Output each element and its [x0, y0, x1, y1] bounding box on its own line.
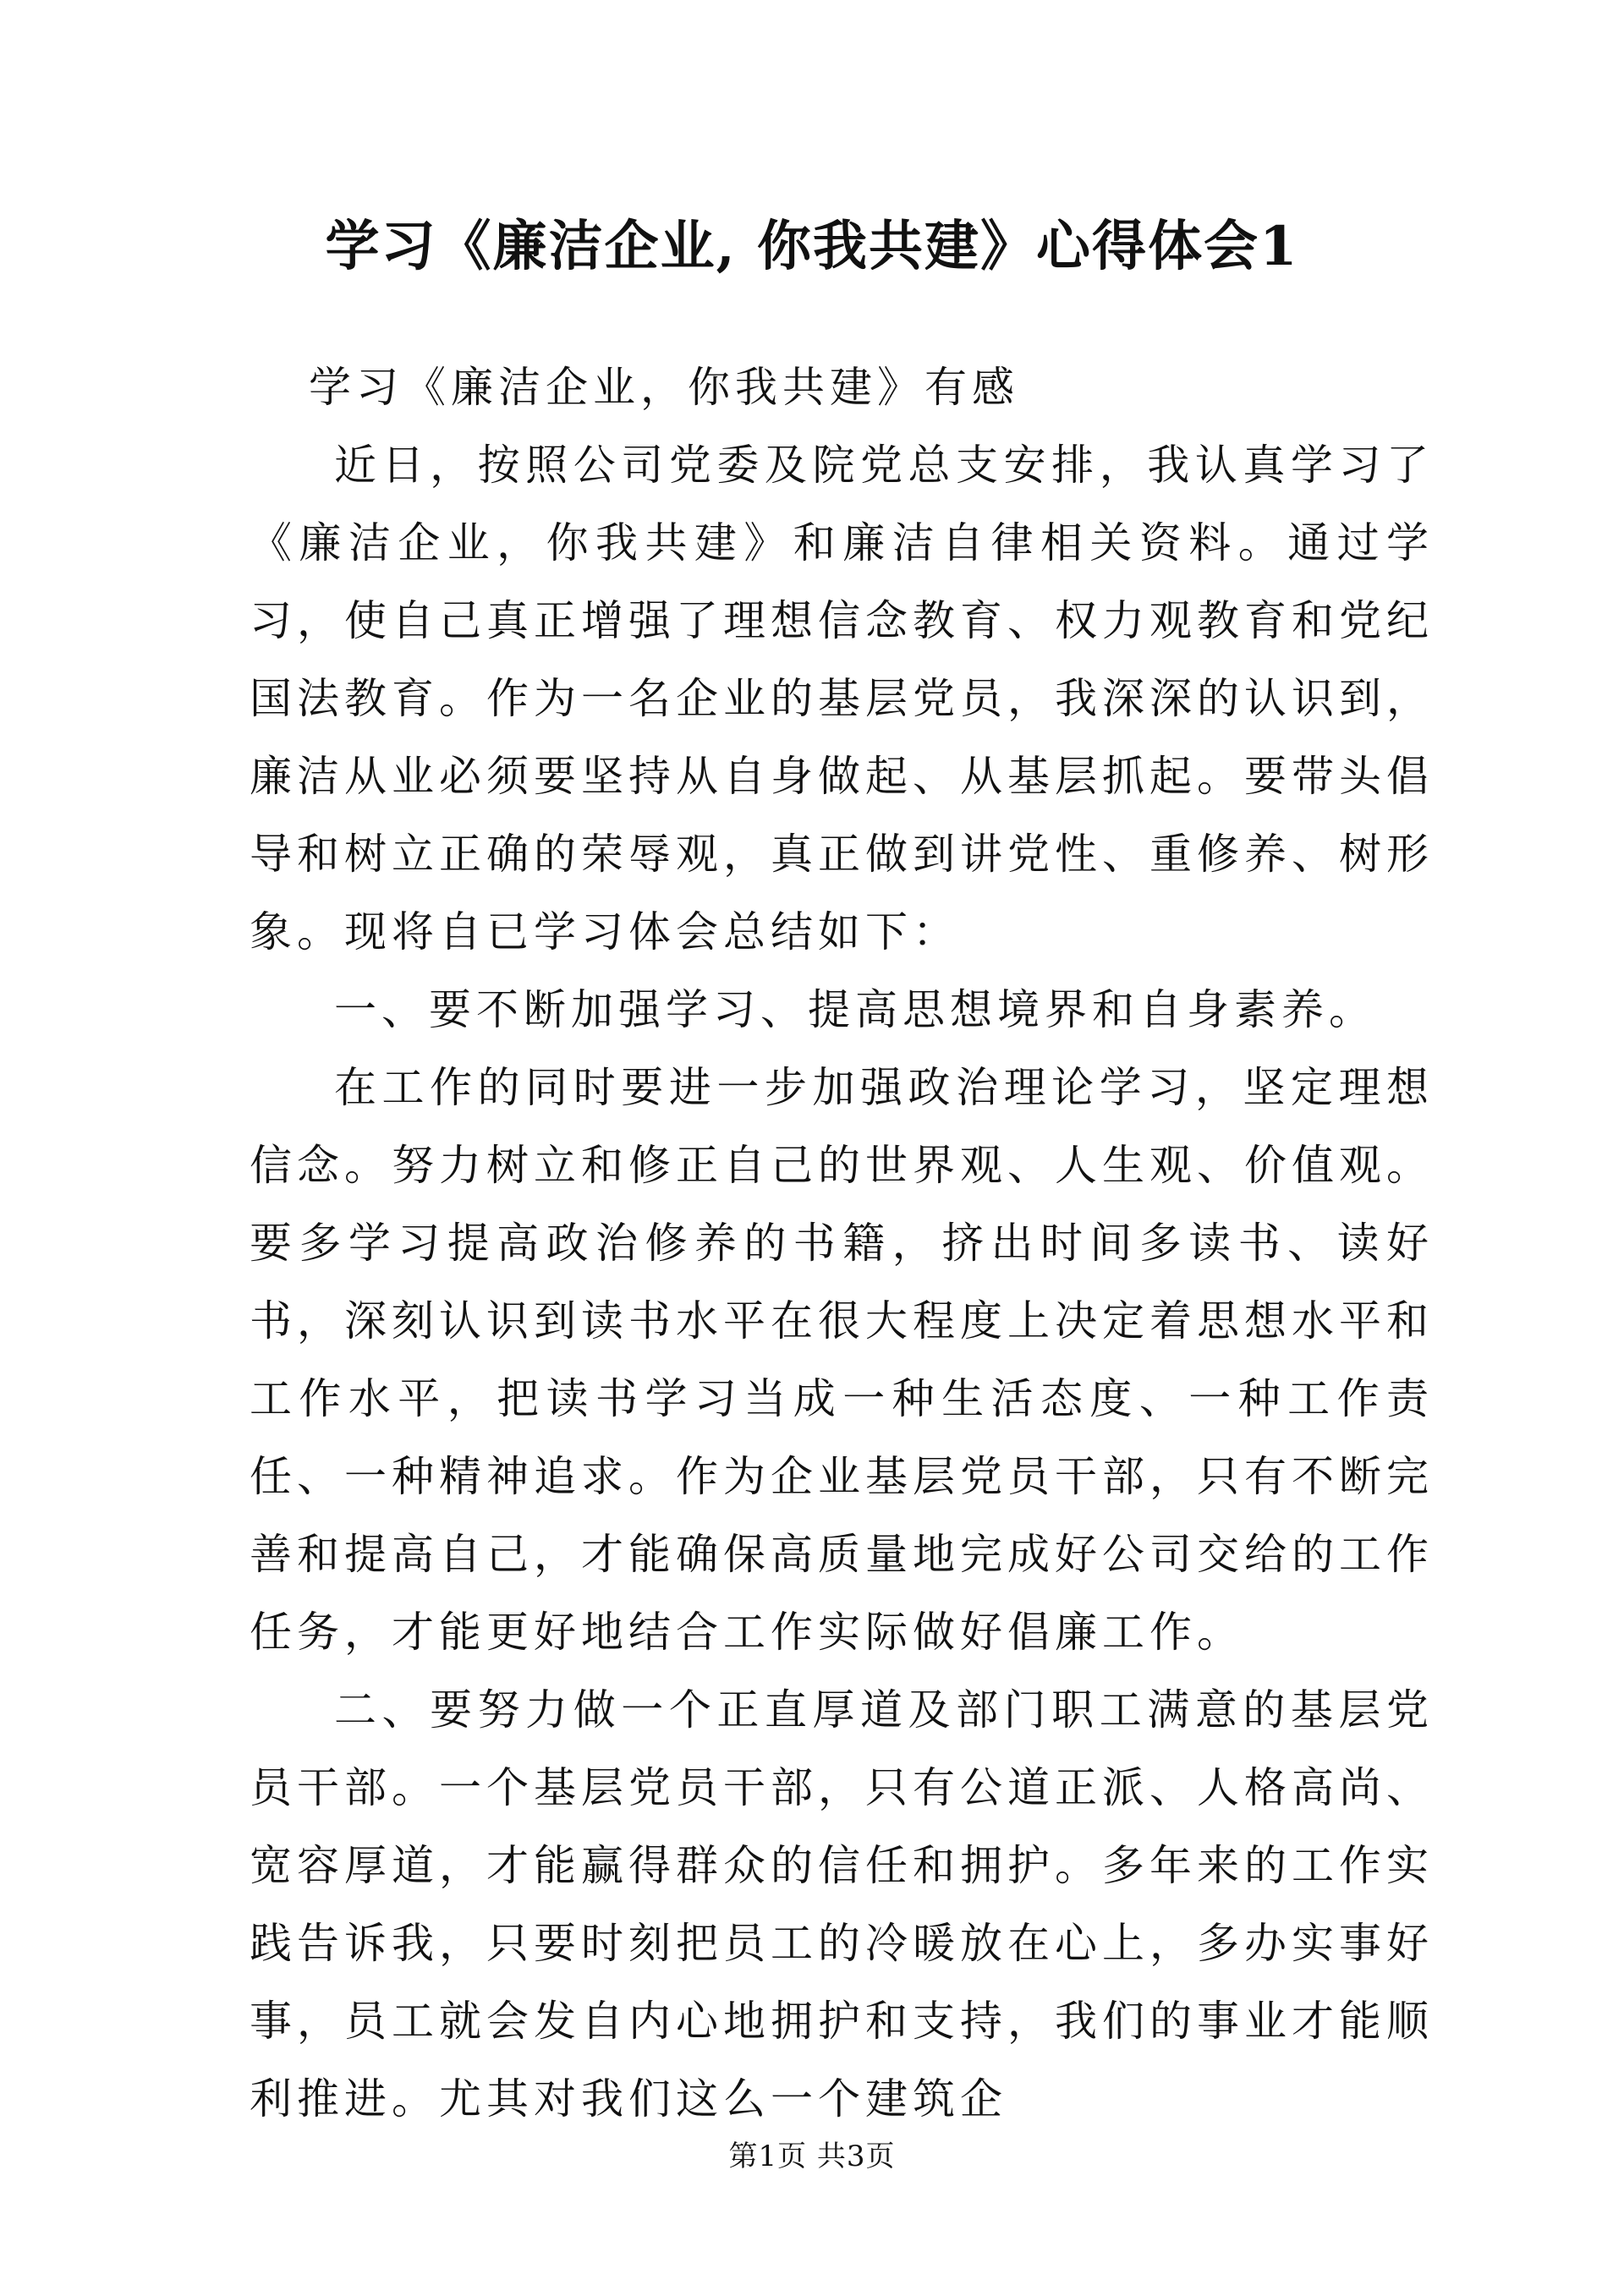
paragraph-1: 近日，按照公司党委及院党总支安排，我认真学习了《廉洁企业，你我共建》和廉洁自律相关资料。通过学习，使自己真正增强了理想信念教育、权力观教育和党纪国法教育。作为一名企业的基层党员，我深深的认识到，廉洁从业必须要坚持从自身做起、从基层抓起。要带头倡导和树立正确的荣辱观，真正做到讲党性、重修养、树形象。现将自已学习体会总结如下： — [250, 441, 1434, 956]
document-subtitle: 学习《廉洁企业，你我共建》有感 — [309, 363, 1019, 412]
section-heading-1: 一、要不断加强学习、提高思想境界和自身素养。 — [334, 985, 1376, 1034]
paragraph-3: 二、要努力做一个正直厚道及部门职工满意的基层党员干部。一个基层党员干部，只有公道正派、人格高尚、宽容厚道，才能赢得群众的信任和拥护。多年来的工作实践告诉我，只要时刻把员工的冷暖放在心上，多办实事好事，员工就会发自内心地拥护和支持，我们的事业才能顺利推进。尤其对我们这么一个建筑企 — [250, 1685, 1434, 2123]
document-body — [250, 348, 1434, 2138]
document-title: 学习《廉洁企业, 你我共建》心得体会1 — [325, 215, 1299, 278]
page-footer: 第1页 共3页 — [728, 2140, 896, 2173]
paragraph-2: 在工作的同时要进一步加强政治理论学习，坚定理想信念。努力树立和修正自己的世界观、人生观、价值观。要多学习提高政治修养的书籍，挤出时间多读书、读好书，深刻认识到读书水平在很大程度上决定着思想水平和工作水平，把读书学习当成一种生活态度、一种工作责任、一种精神追求。作为企业基层党员干部，只有不断完善和提高自己，才能确保高质量地完成好公司交给的工作任务，才能更好地结合工作实际做好倡廉工作。 — [250, 1063, 1434, 1657]
